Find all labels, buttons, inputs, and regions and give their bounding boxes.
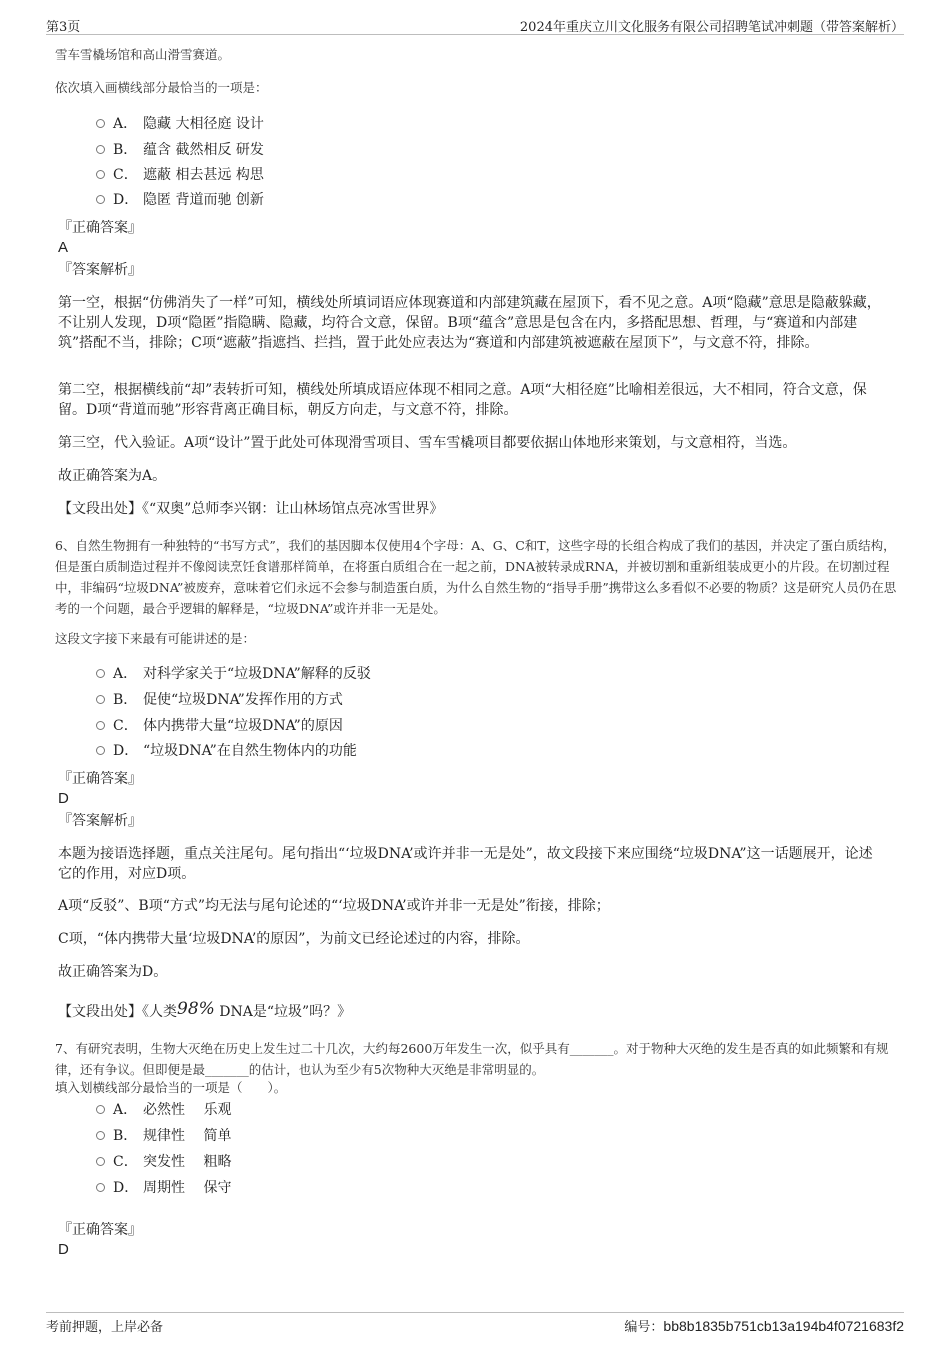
q7-question: 7、有研究表明，生物大灭绝在历史上发生过二十几次，大约每2600万年发生一次，似乎具有_______。对于物种大灭绝的发生是否真的如此频繁和有规律，还有争议。但即便是最_______的估计，也认为至少有5次物种大灭绝是非常明显的。 xyxy=(55,1041,889,1077)
q6-option-a[interactable]: A． 对科学家关于“垃圾DNA”解释的反驳 xyxy=(96,663,371,685)
q5-analysis-label: 『答案解析』 xyxy=(58,262,142,278)
q6-answer-label: 『正确答案』 xyxy=(58,771,142,787)
q5-source: 【文段出处】《“双奥”总师李兴钢：让山林场馆点亮冰雪世界》 xyxy=(58,501,444,517)
q7-option-c[interactable]: C． 突发性 粗略 xyxy=(96,1151,231,1173)
page-footer xyxy=(46,1312,904,1337)
q6-prompt: 这段文字接下来最有可能讲述的是： xyxy=(55,631,256,646)
radio-icon[interactable] xyxy=(96,695,105,704)
q7-option-b[interactable]: B． 规律性 简单 xyxy=(96,1125,231,1147)
q5-prompt: 依次填入画横线部分最恰当的一项是： xyxy=(55,80,268,95)
q6-analysis-paragraph: A项“反驳”、B项“方式”均无法与尾句论述的“‘垃圾DNA’或许并非一无是处”衔接，排除； xyxy=(58,898,610,914)
radio-icon[interactable] xyxy=(96,119,105,128)
footer-slogan: 考前押题，上岸必备 xyxy=(46,1320,164,1335)
q7-answer-label: 『正确答案』 xyxy=(58,1222,142,1238)
document-code: 编号：bb8b1835b751cb13a194b4f0721683f2 xyxy=(624,1318,904,1335)
q6-analysis-paragraph: 本题为接语选择题，重点关注尾句。尾句指出“‘垃圾DNA’或许并非一无是处”，故文段接下来应围绕“垃圾DNA”这一话题展开，论述它的作用，对应D项。 xyxy=(58,846,873,882)
document-title: 2024年重庆立川文化服务有限公司招聘笔试冲刺题（带答案解析） xyxy=(519,20,904,35)
q5-answer-label: 『正确答案』 xyxy=(58,220,142,236)
radio-icon[interactable] xyxy=(96,721,105,730)
q6-option-d[interactable]: D． “垃圾DNA”在自然生物体内的功能 xyxy=(96,740,357,762)
q5-answer: A xyxy=(58,239,69,256)
q5-option-b[interactable]: B． 蕴含 截然相反 研发 xyxy=(96,139,264,161)
q6-answer: D xyxy=(58,790,69,807)
q6-question: 6、自然生物拥有一种独特的“书写方式”，我们的基因脚本仅使用4个字母：A、G、C和T，这些字母的长组合构成了我们的基因，并决定了蛋白质结构，但是蛋白质制造过程并不像阅读烹饪食谱那样简单，在将蛋白质组合在一起之前，DNA被转录成RNA，并被切割和重新组装成更小的片段。在切割过程中，非编码“垃圾DNA”被废弃，意味着它们永远不会参与制造蛋白质，为什么自然生物的“指导手册”携带这么多看似不必要的物质？这是研究人员仍在思考的一个问题，最合乎逻辑的解释是，“垃圾DNA”或许并非一无是处。 xyxy=(55,538,897,616)
percentage-figure: 98% xyxy=(177,999,215,1019)
q5-question-tail: 雪车雪橇场馆和高山滑雪赛道。 xyxy=(55,47,231,62)
q5-option-d[interactable]: D． 隐匿 背道而驰 创新 xyxy=(96,189,264,211)
radio-icon[interactable] xyxy=(96,195,105,204)
radio-icon[interactable] xyxy=(96,669,105,678)
q6-analysis-paragraph: C项，“体内携带大量‘垃圾DNA’的原因”，为前文已经论述过的内容，排除。 xyxy=(58,931,530,947)
radio-icon[interactable] xyxy=(96,1105,105,1114)
q5-analysis-paragraph: 第三空，代入验证。A项“设计”置于此处可体现滑雪项目、雪车雪橇项目都要依据山体地形来策划，与文意相符，当选。 xyxy=(58,435,797,451)
q5-analysis-paragraph: 第一空，根据“仿佛消失了一样”可知，横线处所填词语应体现赛道和内部建筑藏在屋顶下，看不见之意。A项“隐藏”意思是隐蔽躲藏，不让别人发现，D项“隐匿”指隐瞒、隐藏，均符合文意，保留。B项“蕴含”意思是包含在内，多搭配思想、哲理，与“赛道和内部建筑”搭配不当，排除；C项“遮蔽”指遮挡、拦挡，置于此处应表达为“赛道和内部建筑被遮蔽在屋顶下”，与文意不符，排除。 xyxy=(58,295,881,351)
q7-option-a[interactable]: A． 必然性 乐观 xyxy=(96,1099,231,1121)
q6-analysis-paragraph: 故正确答案为D。 xyxy=(58,964,168,980)
radio-icon[interactable] xyxy=(96,1131,105,1140)
q5-option-a[interactable]: A． 隐藏 大相径庭 设计 xyxy=(96,113,264,135)
radio-icon[interactable] xyxy=(96,746,105,755)
page-header xyxy=(46,14,904,35)
q6-option-b[interactable]: B． 促使“垃圾DNA”发挥作用的方式 xyxy=(96,689,343,711)
q7-answer: D xyxy=(58,1241,69,1258)
radio-icon[interactable] xyxy=(96,170,105,179)
q7-option-d[interactable]: D． 周期性 保守 xyxy=(96,1177,231,1199)
radio-icon[interactable] xyxy=(96,1157,105,1166)
radio-icon[interactable] xyxy=(96,1183,105,1192)
q5-analysis-paragraph: 第二空，根据横线前“却”表转折可知，横线处所填成语应体现不相同之意。A项“大相径庭”比喻相差很远，大不相同，符合文意，保留。D项“背道而驰”形容背离正确目标，朝反方向走，与文意不符，排除。 xyxy=(58,382,867,418)
q6-option-c[interactable]: C． 体内携带大量“垃圾DNA”的原因 xyxy=(96,715,343,737)
q7-prompt: 填入划横线部分最恰当的一项是（ ）。 xyxy=(55,1080,287,1095)
q6-source: 【文段出处】《人类98% DNA是“垃圾”吗？》 xyxy=(58,999,352,1020)
q5-option-c[interactable]: C． 遮蔽 相去甚远 构思 xyxy=(96,164,264,186)
radio-icon[interactable] xyxy=(96,145,105,154)
page-number: 第3页 xyxy=(46,20,81,35)
q5-analysis-paragraph: 故正确答案为A。 xyxy=(58,468,167,484)
q6-analysis-label: 『答案解析』 xyxy=(58,813,142,829)
